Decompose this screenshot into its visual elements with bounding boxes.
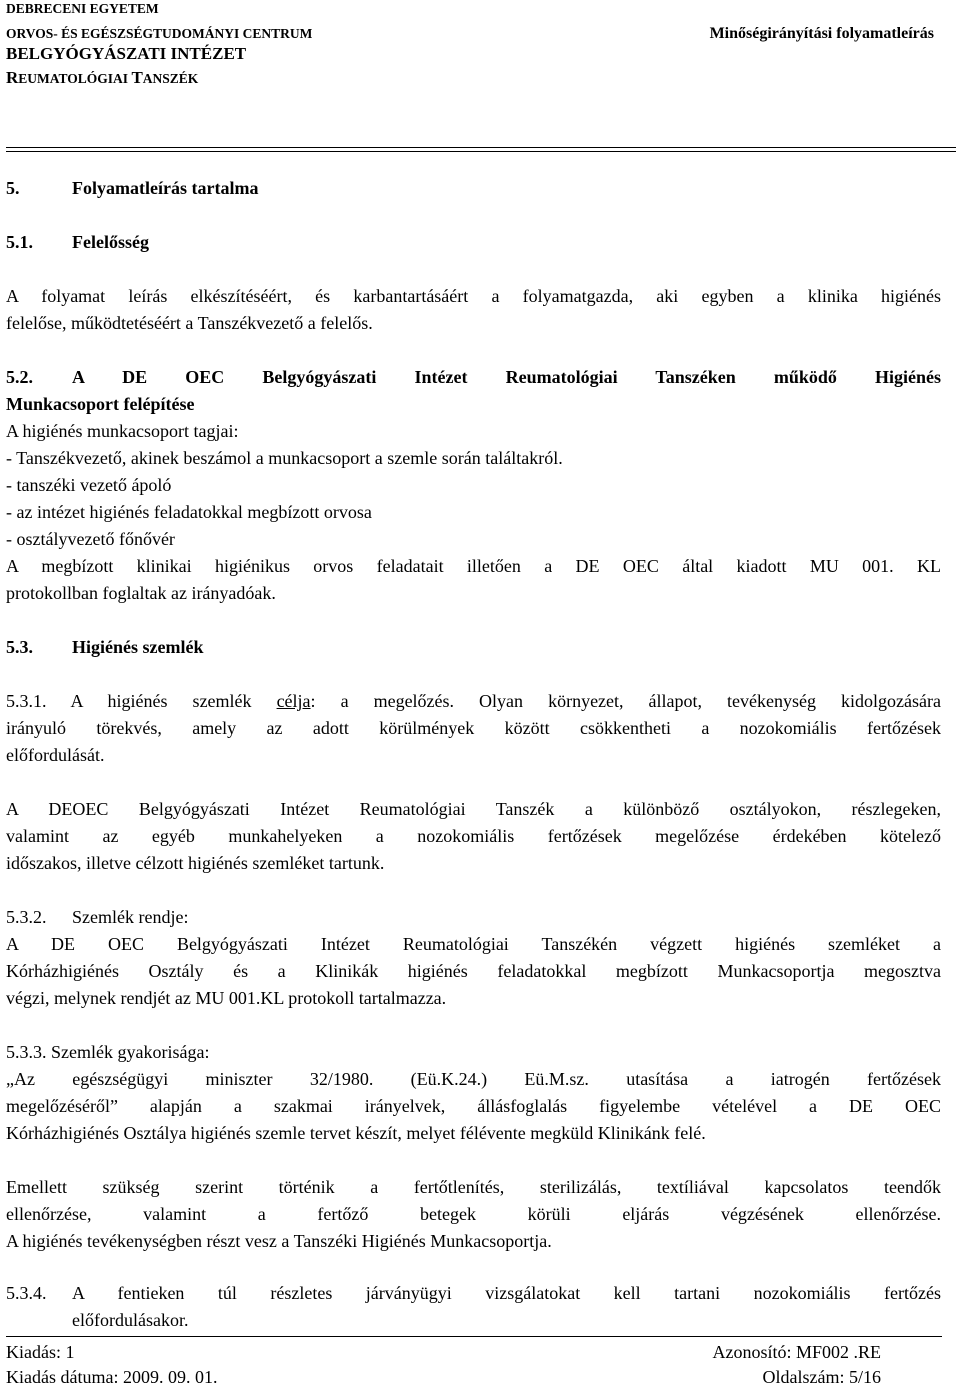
footer-row-2 — [6, 1364, 881, 1391]
center-name: ORVOS- ÉS EGÉSZSÉGTUDOMÁNYI CENTRUM — [6, 26, 313, 41]
para3-line-2: ellenőrzése, valamint a fertőző betegek körüli eljárás végzésének ellenőrzése. — [6, 1204, 941, 1224]
s52-note-line-2: protokollban foglaltak az irányadóak. — [6, 583, 276, 603]
s532-line-2: Kórházhigiénés Osztály és a Klinikák higiénés feladatokkal megbízott Munkacsoportja megosztva — [6, 961, 941, 981]
s533-line-1: „Az egészségügyi miniszter 32/1980. (Eü.K.24.) Eü.M.sz. utasítása a iatrogén fertőzések — [6, 1069, 941, 1089]
s534-line-1: 5.3.4. A fentieken túl részletes járványügyi vizsgálatokat kell tartani nozokomiális fertőzés — [6, 1283, 941, 1303]
s534-line-2: előfordulásakor. — [72, 1310, 189, 1330]
para3-line-3: A higiénés tevékenységben részt vesz a Tanszéki Higiénés Munkacsoportja. — [6, 1231, 552, 1251]
identifier: Azonosító: MF002 .RE — [712, 1342, 881, 1362]
s532-heading: 5.3.2. Szemlék rendje: — [6, 907, 189, 927]
header-rule-top — [6, 147, 956, 148]
section-5-heading: 5. Folyamatleírás tartalma — [6, 178, 259, 198]
s532-line-1: A DE OEC Belgyógyászati Intézet Reumatológiai Tanszékén végzett higiénés szemléket a — [6, 934, 941, 954]
s51-line-1: A folyamat leírás elkészítéséért, és karbantartásáért a folyamatgazda, aki egyben a klinika higiénés — [6, 286, 941, 306]
section-5-3-heading: 5.3. Higiénés szemlék — [6, 637, 204, 657]
section-5-2-heading: 5.2. A DE OEC Belgyógyászati Intézet Reumatológiai Tanszéken működő Higiénés — [6, 367, 941, 387]
s533-line-2: megelőzéséről” alapján a szakmai irányelvek, állásfoglalás figyelembe vételével a DE OEC — [6, 1096, 941, 1116]
footer-rule — [6, 1336, 942, 1337]
page-number: Oldalszám: 5/16 — [762, 1367, 881, 1387]
edition-date: Kiadás dátuma: 2009. 09. 01. — [6, 1367, 218, 1387]
members-intro: A higiénés munkacsoport tagjai: — [6, 421, 239, 441]
department-name: REUMATOLÓGIAI TANSZÉK — [6, 68, 199, 87]
member-item-3: - az intézet higiénés feladatokkal megbízott orvosa — [6, 502, 372, 522]
s51-line-2: felelőse, működtetéséért a Tanszékvezető a felelős. — [6, 313, 373, 333]
member-item-4: - osztályvezető főnővér — [6, 529, 175, 549]
member-item-2: - tanszéki vezető ápoló — [6, 475, 172, 495]
edition: Kiadás: 1 — [6, 1342, 75, 1362]
s533-line-3: Kórházhigiénés Osztálya higiénés szemle tervet készít, melyet félévente megküld Klinikánk felé. — [6, 1123, 706, 1143]
member-item-1: - Tanszékvezető, akinek beszámol a munkacsoport a szemle során találtakról. — [6, 448, 563, 468]
s531-line-1: 5.3.1. A higiénés szemlék célja: a megelőzés. Olyan környezet, állapot, tevékenység kidolgozására — [6, 691, 941, 711]
s532-line-3: végzi, melynek rendjét az MU 001.KL protokoll tartalmazza. — [6, 988, 447, 1008]
s52-note-line-1: A megbízott klinikai higiénikus orvos feladatait illetően a DE OEC által kiadott MU 001. KL — [6, 556, 941, 576]
university-name: DEBRECENI EGYETEM — [6, 1, 159, 16]
para3-line-1: Emellett szükség szerint történik a fertőtlenítés, sterilizálás, textíliával kapcsolatos teendők — [6, 1177, 941, 1197]
para2-line-1: A DEOEC Belgyógyászati Intézet Reumatológiai Tanszék a különböző osztályokon, részlegeken, — [6, 799, 941, 819]
para2-line-2: valamint az egyéb munkahelyeken a nozokomiális fertőzések megelőzése érdekében kötelező — [6, 826, 941, 846]
footer-row-1 — [6, 1339, 881, 1366]
s531-line-2: irányuló törekvés, amely az adott körülmények között csökkentheti a nozokomiális fertőzések — [6, 718, 941, 738]
s533-heading: 5.3.3. Szemlék gyakorisága: — [6, 1042, 210, 1062]
para2-line-3: időszakos, illetve célzott higiénés szemléket tartunk. — [6, 853, 385, 873]
institute-name: BELGYÓGYÁSZATI INTÉZET — [6, 44, 247, 63]
s531-line-3: előfordulását. — [6, 745, 105, 765]
section-5-2-heading-cont: Munkacsoport felépítése — [6, 394, 195, 414]
document-type: Minőségirányítási folyamatleírás — [709, 25, 934, 42]
header-rule-bottom — [6, 151, 956, 152]
section-5-1-heading: 5.1. Felelősség — [6, 232, 149, 252]
